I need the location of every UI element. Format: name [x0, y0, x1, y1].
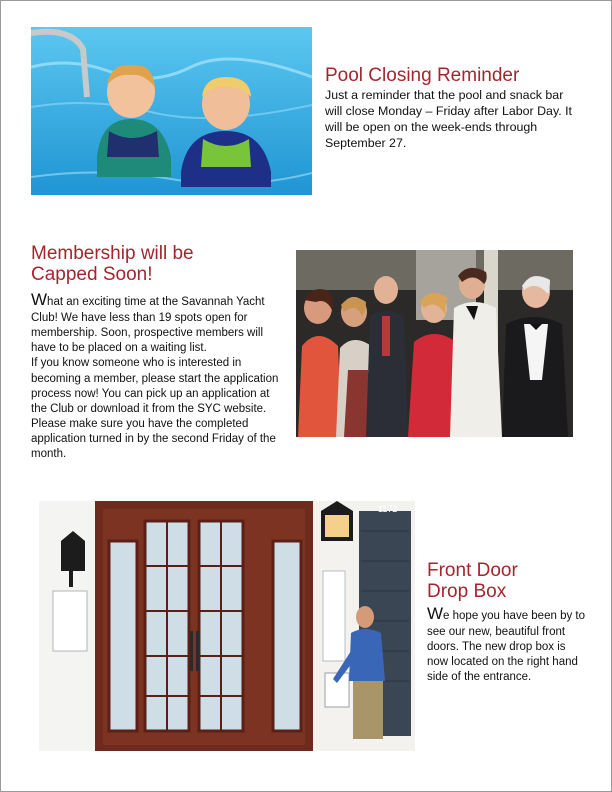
- pool-closing-title: Pool Closing Reminder: [325, 65, 520, 86]
- membership-body: [31, 289, 283, 462]
- membership-title: [31, 243, 194, 286]
- front-door-photo: [39, 501, 415, 751]
- front-door-body-text: e hope you have been by to see our new, beautiful front doors. The new drop box is now located on the right hand side of the entrance.: [427, 610, 585, 684]
- front-door-body: [427, 603, 587, 686]
- front-door-dropcap: W: [427, 604, 444, 623]
- members-group-photo: [296, 250, 573, 437]
- membership-title-line1: Membership will be: [31, 243, 194, 264]
- membership-title-line2: Capped Soon!: [31, 264, 153, 286]
- front-door-title-line1: Front Door: [427, 560, 518, 581]
- membership-body-p1: hat an exciting time at the Savannah Yacht Club! We have less than 19 spots open for membership. Soon, prospective members will have to be placed on a waiting list.: [31, 296, 265, 355]
- membership-body-p2: If you know someone who is interested in becoming a member, please start the application process now! You can pick up an application at the Club or download it from the SYC website. Please make sure you have the completed application turned in by the second Friday of the month.: [31, 357, 279, 460]
- front-door-title-line2: Drop Box: [427, 581, 507, 603]
- front-door-title: [427, 560, 518, 603]
- pool-closing-body: Just a reminder that the pool and snack bar will close Monday – Friday after Labor Day. It will be open on the week-ends through September 27.: [325, 88, 572, 151]
- pool-kids-photo: [31, 27, 312, 195]
- membership-dropcap: W: [31, 290, 48, 309]
- photo-tag: 1172: [378, 504, 398, 514]
